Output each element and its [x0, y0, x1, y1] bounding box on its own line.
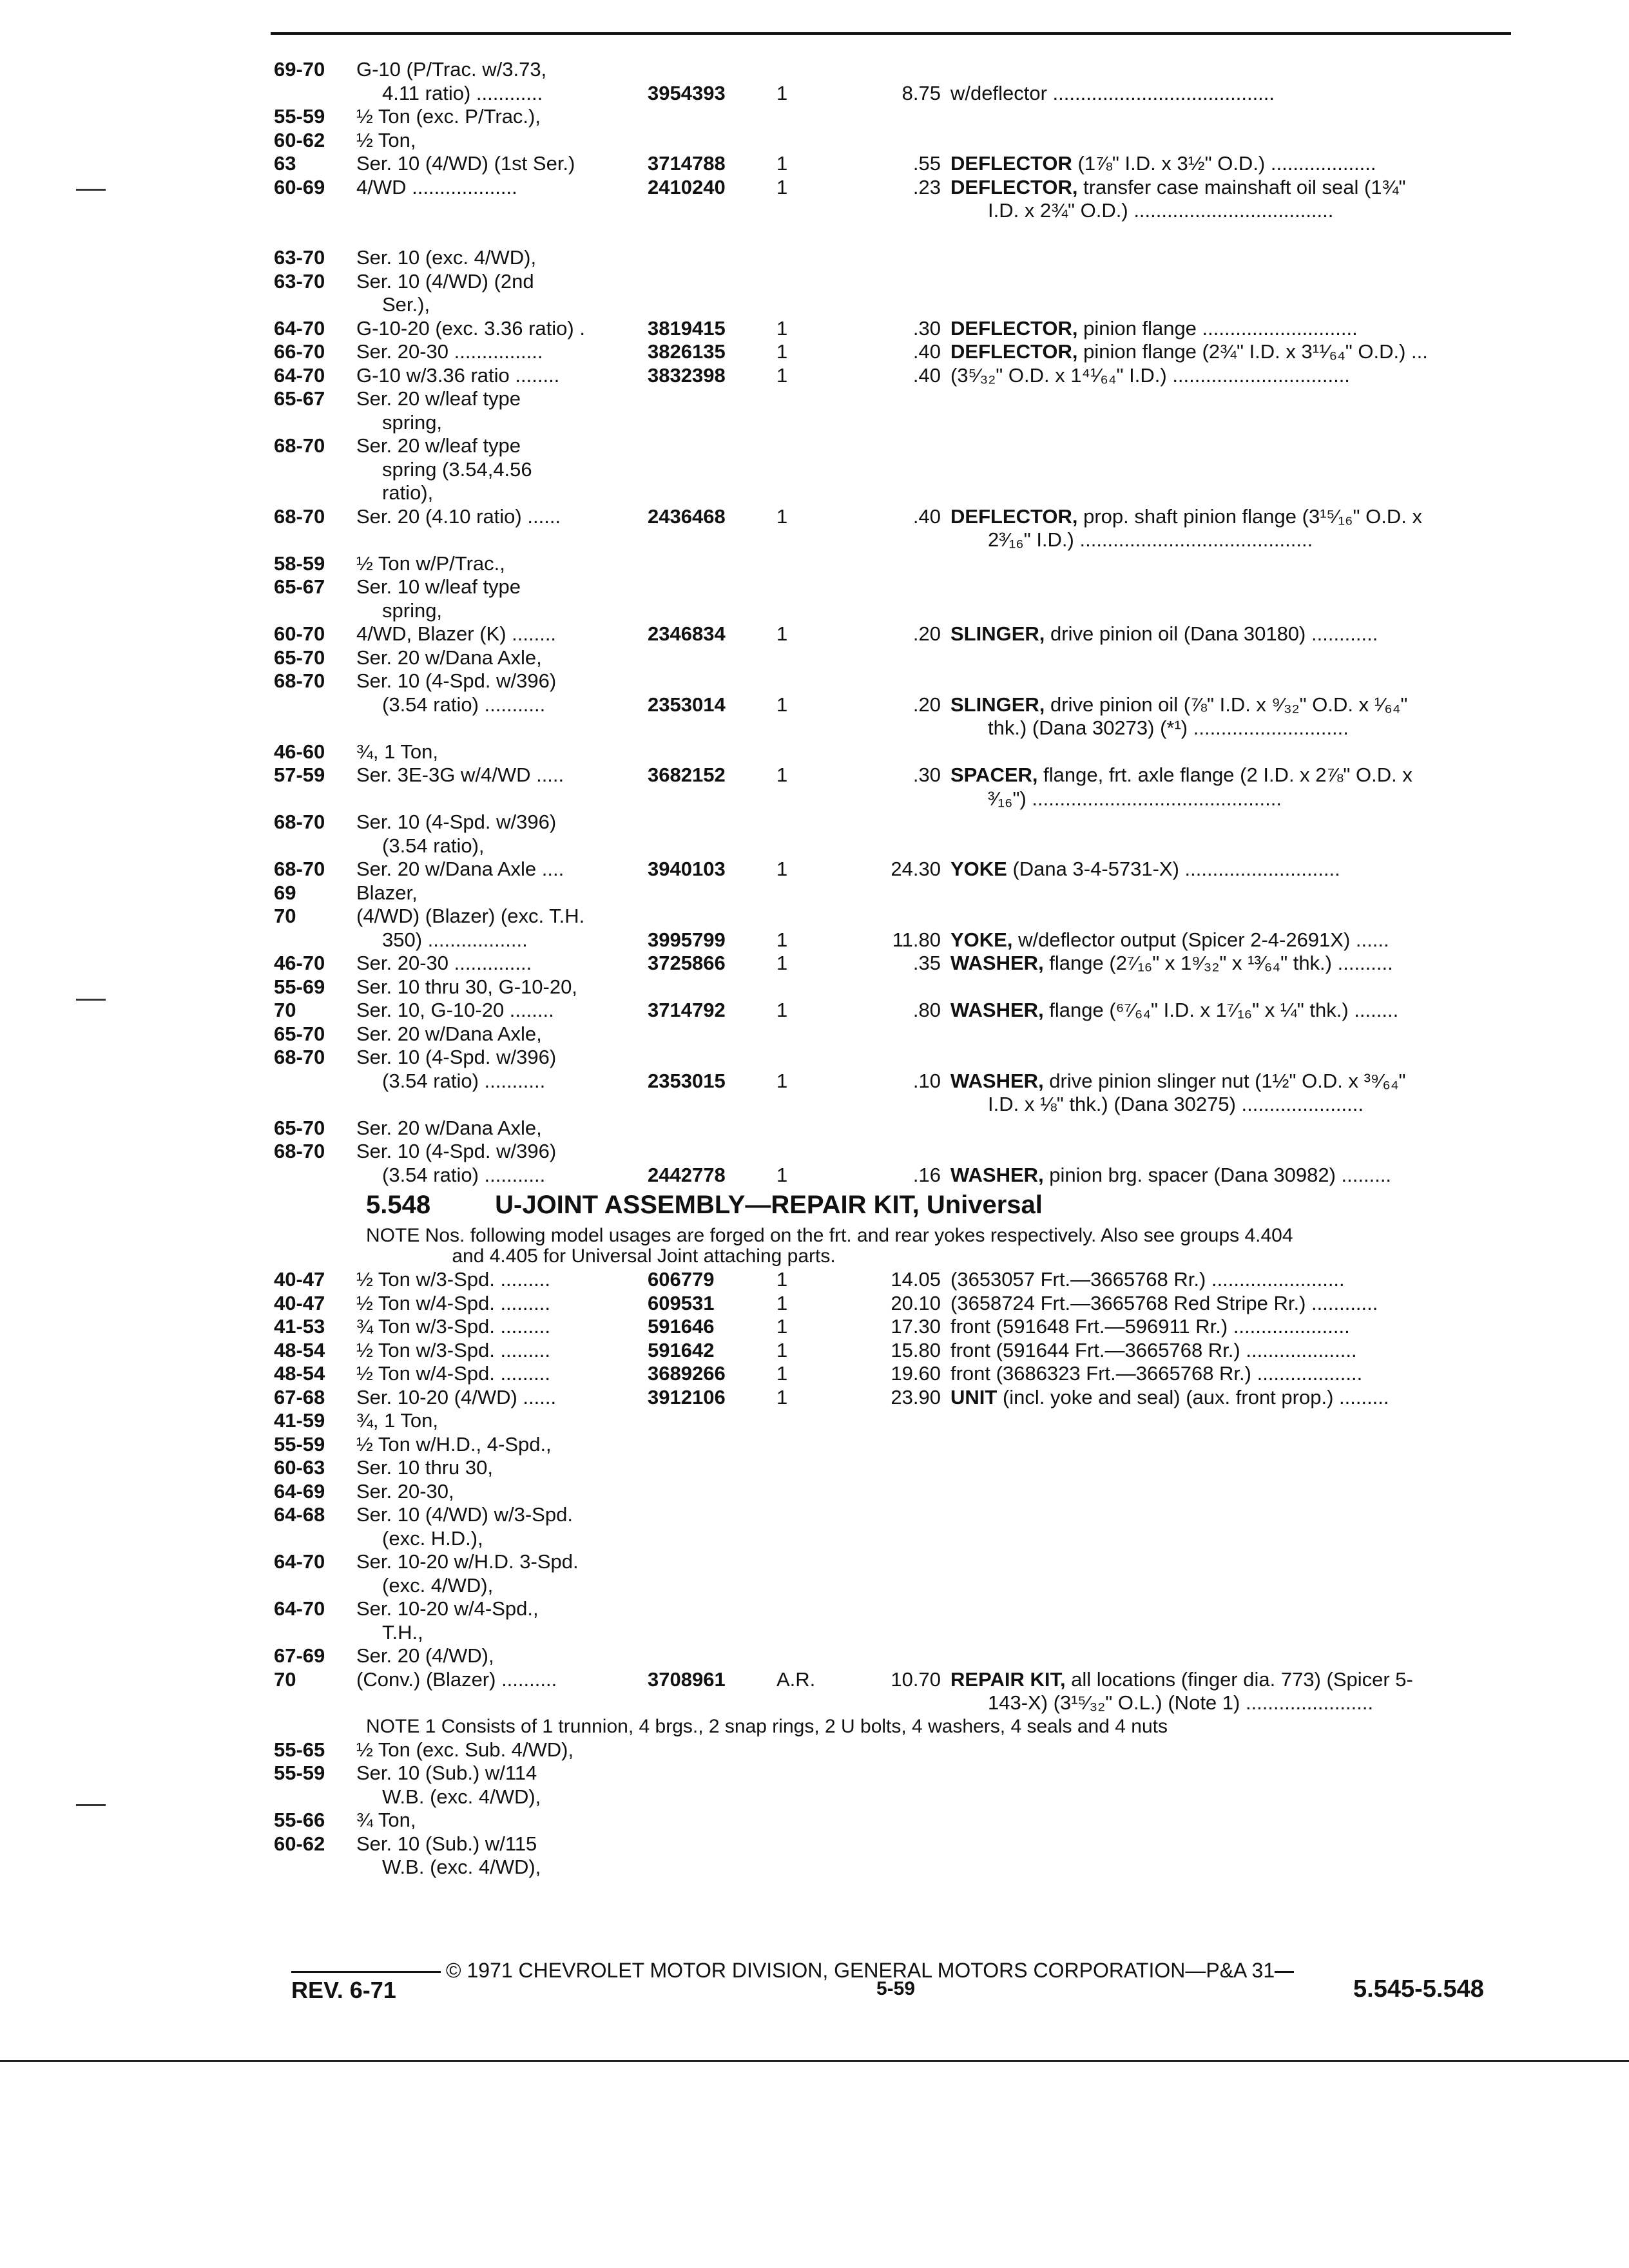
- part-name: SLINGER,: [950, 622, 1045, 645]
- model-usage: ½ Ton w/H.D., 4-Spd.,: [356, 1432, 552, 1456]
- quantity: 1: [776, 316, 788, 340]
- quantity: 1: [776, 1163, 788, 1186]
- part-number: 591646: [648, 1315, 715, 1338]
- description: [950, 716, 1571, 740]
- model-usage: (4/WD) (Blazer) (exc. T.H.: [356, 905, 585, 927]
- part-name: REPAIR KIT,: [950, 1667, 1066, 1691]
- model-usage: 350) ..................: [382, 928, 528, 951]
- year-range: 57-59: [274, 764, 325, 786]
- model-usage: spring,: [382, 410, 443, 434]
- quantity: 1: [776, 999, 788, 1021]
- description: [950, 1386, 1534, 1409]
- part-name: DEFLECTOR,: [950, 175, 1078, 198]
- description: [950, 1292, 1534, 1315]
- part-name: UNIT: [950, 1385, 998, 1408]
- model-usage: Ser. 20 (4.10 ratio) ......: [356, 505, 561, 528]
- year-range: 70: [274, 1667, 296, 1691]
- quantity: 1: [776, 1385, 788, 1408]
- description-text: (incl. yoke and seal) (aux. front prop.) .........: [997, 1385, 1389, 1408]
- year-range: 66-70: [274, 340, 325, 363]
- part-name: DEFLECTOR: [950, 152, 1072, 175]
- description: [950, 505, 1534, 528]
- description-text: all locations (finger dia. 773) (Spicer 5-: [1065, 1667, 1413, 1691]
- top-rule: [271, 32, 1511, 35]
- part-name: YOKE,: [950, 928, 1013, 951]
- year-range: 60-69: [274, 175, 325, 198]
- year-range: 60-63: [274, 1456, 325, 1479]
- year-range: 55-69: [274, 975, 325, 998]
- quantity: 1: [776, 81, 788, 104]
- year-range: 41-59: [274, 1409, 325, 1432]
- group-range: 5.545-5.548: [1353, 1975, 1484, 2003]
- quantity: 1: [776, 505, 788, 528]
- model-usage: (exc. H.D.),: [382, 1526, 483, 1550]
- price: 15.80: [891, 1338, 941, 1361]
- price: 24.30: [891, 858, 941, 880]
- model-usage: (3.54 ratio),: [382, 834, 485, 857]
- model-usage: ½ Ton w/3-Spd. .........: [356, 1268, 550, 1291]
- price: 8.75: [901, 81, 941, 104]
- year-range: 68-70: [274, 434, 325, 457]
- part-number: 3832398: [648, 363, 726, 387]
- model-usage: Ser. 20 w/Dana Axle,: [356, 1116, 542, 1139]
- price: .30: [912, 316, 941, 340]
- description: [950, 1668, 1534, 1691]
- model-usage: (3.54 ratio) ...........: [382, 693, 546, 716]
- quantity: 1: [776, 1338, 788, 1361]
- quantity: 1: [776, 340, 788, 363]
- description: [950, 1164, 1534, 1187]
- model-usage: ½ Ton w/P/Trac.,: [356, 552, 505, 575]
- model-usage: spring,: [382, 599, 443, 622]
- model-usage: Ser. 10, G-10-20 ........: [356, 999, 554, 1021]
- description: [950, 364, 1534, 387]
- description: [950, 1691, 1571, 1715]
- quantity: 1: [776, 1291, 788, 1314]
- description: [950, 764, 1534, 787]
- price: 14.05: [891, 1268, 941, 1291]
- price: 10.70: [891, 1667, 941, 1691]
- description-text: w/deflector ........................................: [950, 81, 1275, 104]
- description-text: flange, frt. axle flange (2 I.D. x 2⅞" O.D. x: [1037, 764, 1412, 786]
- model-usage: Ser. 3E-3G w/4/WD .....: [356, 764, 564, 786]
- part-number: 3826135: [648, 340, 726, 363]
- price: .30: [912, 764, 941, 786]
- description-text: (Dana 3-4-5731-X) ............................: [1007, 858, 1340, 880]
- model-usage: 4.11 ratio) ............: [382, 81, 543, 104]
- year-range: 65-67: [274, 387, 325, 410]
- description: [950, 693, 1534, 716]
- quantity: 1: [776, 928, 788, 951]
- model-usage: G-10 (P/Trac. w/3.73,: [356, 58, 547, 81]
- description: [950, 340, 1534, 363]
- copyright-text: © 1971 CHEVROLET MOTOR DIVISION, GENERAL MOTORS CORPORATION—P&A 31: [446, 1959, 1275, 1982]
- model-usage: ¾ Ton,: [356, 1809, 416, 1831]
- description: [950, 1339, 1534, 1362]
- model-usage: W.B. (exc. 4/WD),: [382, 1785, 541, 1808]
- year-range: 68-70: [274, 1046, 325, 1068]
- description-text: transfer case mainshaft oil seal (1¾": [1077, 175, 1406, 198]
- part-number: 3819415: [648, 316, 726, 340]
- year-range: 70: [274, 905, 296, 927]
- revision-label: REV. 6-71: [291, 1977, 396, 2003]
- model-usage: ½ Ton (exc. P/Trac.),: [356, 105, 541, 128]
- part-name: DEFLECTOR,: [950, 340, 1078, 363]
- price: .16: [912, 1163, 941, 1186]
- description: [950, 858, 1534, 881]
- description: [950, 317, 1534, 340]
- part-number: 3714788: [648, 152, 726, 175]
- description-text: flange (2⁷⁄₁₆" x 1⁹⁄₃₂" x ¹³⁄₆₄" thk.) ..........: [1043, 952, 1393, 974]
- price: 20.10: [891, 1291, 941, 1314]
- model-usage: Ser. 10-20 w/4-Spd.,: [356, 1597, 539, 1620]
- model-usage: ¾, 1 Ton,: [356, 740, 438, 763]
- quantity: 1: [776, 152, 788, 175]
- quantity: A.R.: [776, 1667, 816, 1691]
- model-usage: ¾, 1 Ton,: [356, 1409, 438, 1432]
- quantity: 1: [776, 1268, 788, 1291]
- description: [950, 1315, 1534, 1338]
- year-range: 63: [274, 152, 296, 175]
- description-text: (3653057 Frt.—3665768 Rr.) ........................: [950, 1268, 1345, 1291]
- description: [950, 176, 1534, 199]
- year-range: 68-70: [274, 505, 325, 528]
- model-usage: ½ Ton w/4-Spd. .........: [356, 1362, 550, 1385]
- part-number: 3995799: [648, 928, 726, 951]
- year-range: 64-70: [274, 1550, 325, 1573]
- model-usage: Ser.),: [382, 293, 430, 316]
- year-range: 69: [274, 881, 296, 904]
- part-number: 3708961: [648, 1667, 726, 1691]
- model-usage: (3.54 ratio) ...........: [382, 1163, 546, 1186]
- year-range: 46-70: [274, 952, 325, 974]
- year-range: 48-54: [274, 1362, 325, 1385]
- model-usage: 4/WD ...................: [356, 175, 517, 198]
- year-range: 40-47: [274, 1291, 325, 1314]
- model-usage: Ser. 20 (4/WD),: [356, 1644, 494, 1667]
- model-usage: Ser. 10 (Sub.) w/114: [356, 1762, 537, 1784]
- year-range: 40-47: [274, 1268, 325, 1291]
- model-usage: Ser. 10 (4-Spd. w/396): [356, 811, 557, 833]
- model-usage: Ser. 20-30,: [356, 1479, 454, 1503]
- description: [950, 152, 1534, 175]
- description-text: I.D. x 2¾" O.D.) ....................................: [988, 199, 1334, 222]
- price: 23.90: [891, 1385, 941, 1408]
- model-usage: G-10-20 (exc. 3.36 ratio) .: [356, 316, 585, 340]
- part-name: WASHER,: [950, 1163, 1044, 1186]
- model-usage: Ser. 20 w/leaf type: [356, 434, 521, 457]
- model-usage: Ser. 10 (4-Spd. w/396): [356, 1046, 557, 1068]
- model-usage: Ser. 20 w/Dana Axle,: [356, 646, 542, 669]
- year-range: 64-70: [274, 363, 325, 387]
- part-number: 3682152: [648, 764, 726, 786]
- year-range: 65-70: [274, 1116, 325, 1139]
- model-usage: ¾ Ton w/3-Spd. .........: [356, 1315, 550, 1338]
- section-title: U-JOINT ASSEMBLY—REPAIR KIT, Universal: [495, 1191, 1043, 1219]
- price: .40: [912, 505, 941, 528]
- model-usage: Ser. 20 w/Dana Axle ....: [356, 858, 564, 880]
- year-range: 64-69: [274, 1479, 325, 1503]
- description-text: ³⁄₁₆") .............................................: [988, 787, 1282, 810]
- description-text: (3658724 Frt.—3665768 Red Stripe Rr.) ............: [950, 1291, 1378, 1314]
- part-number: 3714792: [648, 999, 726, 1021]
- model-usage: Ser. 10 (Sub.) w/115: [356, 1832, 537, 1855]
- quantity: 1: [776, 858, 788, 880]
- year-range: 60-62: [274, 128, 325, 151]
- description: [950, 928, 1534, 952]
- description-text: drive pinion oil (⅞" I.D. x ⁹⁄₃₂" O.D. x ¹⁄₆₄": [1045, 693, 1408, 716]
- description-text: pinion flange (2¾" I.D. x 3¹¹⁄₆₄" O.D.) ...: [1077, 340, 1428, 363]
- quantity: 1: [776, 1362, 788, 1385]
- description: [950, 1093, 1571, 1116]
- year-range: 64-70: [274, 316, 325, 340]
- model-usage: ½ Ton,: [356, 128, 416, 151]
- description-text: 2³⁄₁₆" I.D.) ..........................................: [988, 528, 1313, 551]
- section-heading: [366, 1191, 1043, 1220]
- model-usage: G-10 w/3.36 ratio ........: [356, 363, 560, 387]
- price: .20: [912, 622, 941, 645]
- description: [950, 528, 1571, 552]
- part-number: 606779: [648, 1268, 715, 1291]
- footer-copyright: [291, 1959, 1294, 1983]
- quantity: 1: [776, 175, 788, 198]
- description-text: front (3686323 Frt.—3665768 Rr.) ...................: [950, 1362, 1363, 1385]
- part-number: 609531: [648, 1291, 715, 1314]
- year-range: 63-70: [274, 246, 325, 269]
- part-name: WASHER,: [950, 1069, 1044, 1092]
- year-range: 55-59: [274, 105, 325, 128]
- model-usage: Ser. 10 (4-Spd. w/396): [356, 1140, 557, 1162]
- model-usage: Ser. 20 w/leaf type: [356, 387, 521, 410]
- price: 11.80: [892, 928, 941, 951]
- price: .40: [912, 363, 941, 387]
- description-text: drive pinion slinger nut (1½" O.D. x ³⁹⁄₆₄": [1043, 1069, 1406, 1092]
- page-number: 5-59: [876, 1978, 916, 1999]
- model-usage: Ser. 10 (exc. 4/WD),: [356, 246, 537, 269]
- description-text: drive pinion oil (Dana 30180) ............: [1045, 622, 1378, 645]
- bottom-rule: [0, 2060, 1629, 2062]
- quantity: 1: [776, 1315, 788, 1338]
- price: .40: [912, 340, 941, 363]
- quantity: 1: [776, 1069, 788, 1092]
- section-number: 5.548: [366, 1191, 431, 1219]
- part-name: SLINGER,: [950, 693, 1045, 716]
- year-range: 69-70: [274, 58, 325, 81]
- price: .10: [912, 1069, 941, 1092]
- year-range: 67-68: [274, 1385, 325, 1408]
- margin-mark: [76, 189, 106, 191]
- description-text: w/deflector output (Spicer 2-4-2691X) ......: [1012, 928, 1389, 951]
- price: .35: [912, 952, 941, 974]
- model-usage: Ser. 10-20 (4/WD) ......: [356, 1385, 557, 1408]
- model-usage: Ser. 10 thru 30, G-10-20,: [356, 975, 577, 998]
- model-usage: W.B. (exc. 4/WD),: [382, 1856, 541, 1878]
- price: .55: [912, 152, 941, 175]
- description: [950, 622, 1534, 646]
- part-number: 2346834: [648, 622, 726, 645]
- model-usage: Ser. 20 w/Dana Axle,: [356, 1022, 542, 1045]
- model-usage: ½ Ton w/4-Spd. .........: [356, 1291, 550, 1314]
- part-name: DEFLECTOR,: [950, 505, 1078, 528]
- description: [950, 1268, 1534, 1291]
- year-range: 70: [274, 999, 296, 1021]
- description-text: prop. shaft pinion flange (3¹⁵⁄₁₆" O.D. x: [1077, 505, 1422, 528]
- year-range: 60-62: [274, 1832, 325, 1855]
- quantity: 1: [776, 363, 788, 387]
- part-number: 3689266: [648, 1362, 726, 1385]
- description: [950, 787, 1571, 811]
- description-text: front (591648 Frt.—596911 Rr.) .....................: [950, 1315, 1350, 1338]
- part-number: 591642: [648, 1338, 715, 1361]
- quantity: 1: [776, 622, 788, 645]
- model-usage: Ser. 10 (4-Spd. w/396): [356, 669, 557, 692]
- description-text: (3⁵⁄₃₂" O.D. x 1⁴¹⁄₆₄" I.D.) ................................: [950, 363, 1350, 387]
- price: .20: [912, 693, 941, 716]
- description: [950, 1362, 1534, 1385]
- model-usage: 4/WD, Blazer (K) ........: [356, 622, 557, 645]
- year-range: 68-70: [274, 1140, 325, 1162]
- model-usage: spring (3.54,4.56: [382, 457, 532, 481]
- year-range: 64-70: [274, 1597, 325, 1620]
- part-name: DEFLECTOR,: [950, 316, 1078, 340]
- year-range: 55-66: [274, 1809, 325, 1831]
- year-range: 68-70: [274, 811, 325, 833]
- model-usage: (3.54 ratio) ...........: [382, 1069, 546, 1092]
- part-number: 3954393: [648, 81, 726, 104]
- description: [950, 199, 1571, 222]
- year-range: 55-65: [274, 1738, 325, 1761]
- model-usage: (Conv.) (Blazer) ..........: [356, 1667, 557, 1691]
- price: .23: [912, 175, 941, 198]
- description: [950, 952, 1534, 975]
- model-usage: (exc. 4/WD),: [382, 1573, 494, 1597]
- year-range: 64-68: [274, 1503, 325, 1526]
- price: 19.60: [891, 1362, 941, 1385]
- margin-mark: [76, 1804, 106, 1806]
- quantity: 1: [776, 764, 788, 786]
- description-text: flange (⁶⁷⁄₆₄" I.D. x 1⁷⁄₁₆" x ¼" thk.) ........: [1043, 999, 1399, 1021]
- section-note: NOTE Nos. following model usages are forged on the frt. and rear yokes respectively. Also see groups 4.404: [366, 1225, 1293, 1246]
- model-usage: Ser. 10 w/leaf type: [356, 575, 521, 598]
- note-1: NOTE 1 Consists of 1 trunnion, 4 brgs., 2 snap rings, 2 U bolts, 4 washers, 4 seals and 4 nuts: [366, 1715, 1168, 1737]
- part-number: 3940103: [648, 858, 726, 880]
- part-number: 2410240: [648, 175, 726, 198]
- model-usage: ratio),: [382, 481, 434, 504]
- part-name: WASHER,: [950, 952, 1044, 974]
- price: .80: [912, 999, 941, 1021]
- model-usage: Ser. 10 thru 30,: [356, 1456, 493, 1479]
- description-text: 143-X) (3¹⁵⁄₃₂" O.L.) (Note 1) .......................: [988, 1691, 1374, 1714]
- part-number: 2353014: [648, 693, 726, 716]
- model-usage: Ser. 10 (4/WD) (2nd: [356, 269, 534, 293]
- year-range: 48-54: [274, 1338, 325, 1361]
- year-range: 41-53: [274, 1315, 325, 1338]
- model-usage: Ser. 20-30 ..............: [356, 952, 532, 974]
- part-number: 3912106: [648, 1385, 726, 1408]
- quantity: 1: [776, 693, 788, 716]
- year-range: 65-70: [274, 1022, 325, 1045]
- model-usage: Ser. 10-20 w/H.D. 3-Spd.: [356, 1550, 579, 1573]
- description-text: pinion flange ............................: [1077, 316, 1358, 340]
- section-note-cont: and 4.405 for Universal Joint attaching parts.: [366, 1245, 836, 1267]
- model-usage: T.H.,: [382, 1620, 423, 1644]
- year-range: 67-69: [274, 1644, 325, 1667]
- description-text: pinion brg. spacer (Dana 30982) .........: [1043, 1163, 1392, 1186]
- year-range: 58-59: [274, 552, 325, 575]
- description: [950, 82, 1534, 105]
- description: [950, 999, 1534, 1022]
- part-number: 2436468: [648, 505, 726, 528]
- part-number: 2442778: [648, 1163, 726, 1186]
- model-usage: ½ Ton w/3-Spd. .........: [356, 1338, 550, 1361]
- quantity: 1: [776, 952, 788, 974]
- description-text: I.D. x ⅛" thk.) (Dana 30275) ......................: [988, 1093, 1364, 1115]
- part-number: 2353015: [648, 1069, 726, 1092]
- description-text: front (591644 Frt.—3665768 Rr.) ....................: [950, 1338, 1357, 1361]
- part-name: WASHER,: [950, 999, 1044, 1021]
- description: [950, 1070, 1534, 1093]
- part-name: YOKE: [950, 858, 1007, 880]
- margin-mark: [76, 999, 106, 1001]
- model-usage: Ser. 10 (4/WD) (1st Ser.): [356, 152, 575, 175]
- model-usage: Ser. 20-30 ................: [356, 340, 543, 363]
- year-range: 68-70: [274, 669, 325, 692]
- part-number: 3725866: [648, 952, 726, 974]
- model-usage: Ser. 10 (4/WD) w/3-Spd.: [356, 1503, 573, 1526]
- year-range: 55-59: [274, 1762, 325, 1784]
- year-range: 46-60: [274, 740, 325, 763]
- description-text: (1⅞" I.D. x 3½" O.D.) ...................: [1072, 152, 1376, 175]
- price: 17.30: [891, 1315, 941, 1338]
- year-range: 65-70: [274, 646, 325, 669]
- model-usage: Blazer,: [356, 881, 418, 904]
- year-range: 55-59: [274, 1432, 325, 1456]
- description-text: thk.) (Dana 30273) (*¹) ............................: [988, 716, 1349, 739]
- part-name: SPACER,: [950, 764, 1038, 786]
- year-range: 65-67: [274, 575, 325, 598]
- year-range: 60-70: [274, 622, 325, 645]
- year-range: 68-70: [274, 858, 325, 880]
- year-range: 63-70: [274, 269, 325, 293]
- model-usage: ½ Ton (exc. Sub. 4/WD),: [356, 1738, 574, 1761]
